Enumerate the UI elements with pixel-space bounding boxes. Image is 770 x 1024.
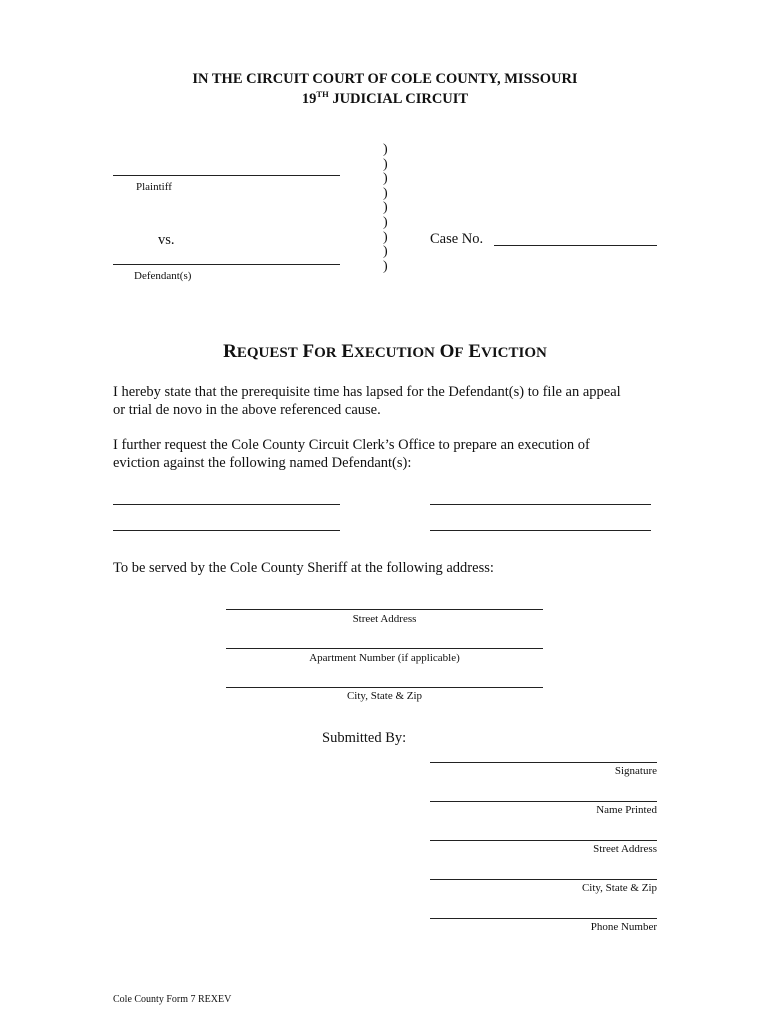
plaintiff-line[interactable] xyxy=(113,175,340,176)
paragraph-2-line-2: eviction against the following named Defendant(s): xyxy=(113,455,412,471)
city-state-zip-line[interactable] xyxy=(226,687,543,688)
name-printed-line[interactable] xyxy=(430,801,657,802)
apartment-label: Apartment Number (if applicable) xyxy=(309,652,460,664)
vs-label: vs. xyxy=(158,232,175,248)
defendant-name-line-1[interactable] xyxy=(113,504,340,505)
served-by-text: To be served by the Cole County Sheriff at the following address: xyxy=(113,560,494,576)
street-address-line[interactable] xyxy=(226,609,543,610)
circuit-heading xyxy=(0,89,770,108)
circuit-number: 19 xyxy=(301,90,317,107)
phone-number-line[interactable] xyxy=(430,918,657,919)
paragraph-1-line-1: I hereby state that the prerequisite time has lapsed for the Defendant(s) to file an appeal xyxy=(113,384,621,400)
title-word-5: EVICTION xyxy=(468,341,547,362)
title-word-3: EXECUTION xyxy=(341,341,435,362)
submitter-city-line[interactable] xyxy=(430,879,657,880)
signature-line[interactable] xyxy=(430,762,657,763)
defendant-name-line-4[interactable] xyxy=(430,530,651,531)
title-word-1: REQUEST xyxy=(223,341,298,362)
defendant-label: Defendant(s) xyxy=(134,270,192,282)
submitter-street-line[interactable] xyxy=(430,840,657,841)
case-no-line[interactable] xyxy=(494,245,657,246)
paragraph-1-line-2: or trial de novo in the above referenced cause. xyxy=(113,402,381,418)
title-word-2: FOR xyxy=(302,341,337,362)
submitter-city-label: City, State & Zip xyxy=(581,882,657,894)
phone-number-label: Phone Number xyxy=(590,921,657,933)
apartment-line[interactable] xyxy=(226,648,543,649)
street-address-label: Street Address xyxy=(352,613,417,625)
defendant-name-line-2[interactable] xyxy=(430,504,651,505)
court-heading: IN THE CIRCUIT COURT OF COLE COUNTY, MISSOURI xyxy=(192,71,578,87)
form-title xyxy=(0,341,770,363)
signature-label: Signature xyxy=(614,765,657,777)
name-printed-label: Name Printed xyxy=(596,804,657,816)
title-word-4: OF xyxy=(439,341,464,362)
defendant-name-line-3[interactable] xyxy=(113,530,340,531)
form-identifier: Cole County Form 7 REXEV xyxy=(113,994,232,1005)
submitted-by-heading: Submitted By: xyxy=(322,730,407,746)
city-state-zip-label: City, State & Zip xyxy=(346,690,423,702)
submitter-street-label: Street Address xyxy=(593,843,657,855)
defendant-line[interactable] xyxy=(113,264,340,265)
circuit-text: JUDICIAL CIRCUIT xyxy=(328,90,469,107)
plaintiff-label: Plaintiff xyxy=(136,181,172,193)
caption-parentheses: ) ) ) ) ) ) ) ) ) xyxy=(383,142,388,274)
circuit-suffix: TH xyxy=(316,89,329,99)
paragraph-2-line-1: I further request the Cole County Circuit Clerk’s Office to prepare an execution of xyxy=(113,437,590,453)
case-no-label: Case No. xyxy=(430,231,484,247)
